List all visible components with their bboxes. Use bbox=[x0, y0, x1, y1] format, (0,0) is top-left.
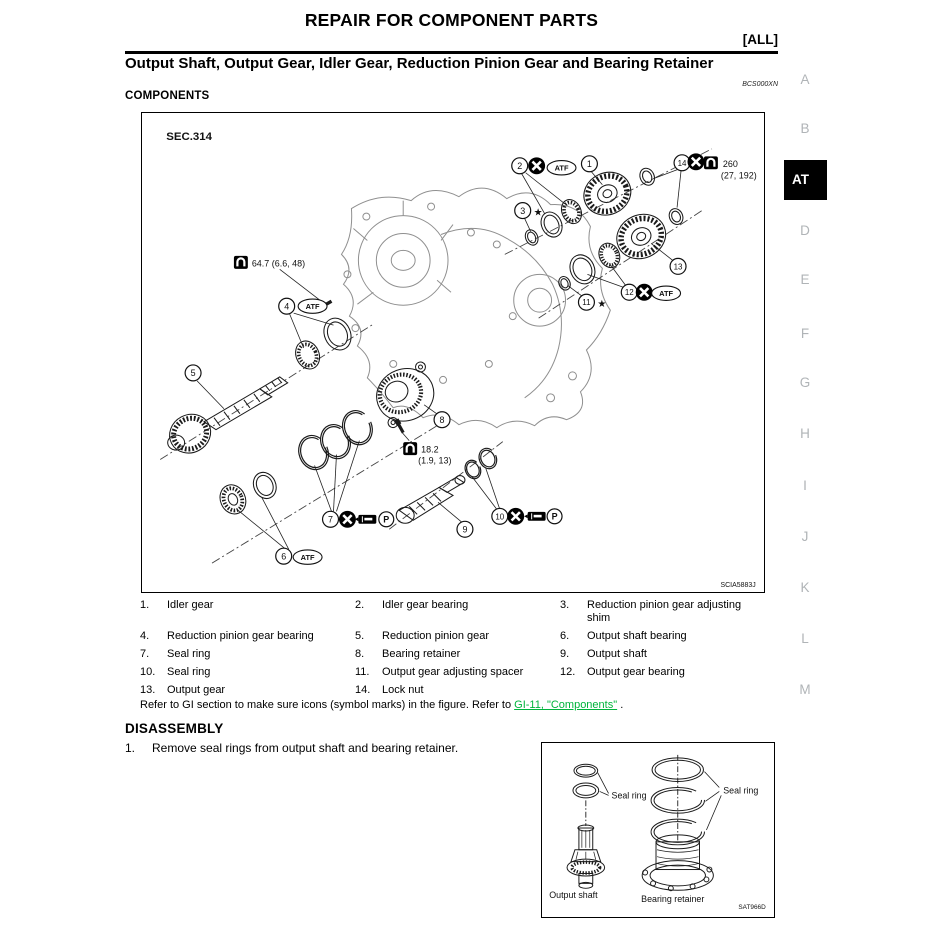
seal-ring-removal-diagram bbox=[542, 743, 772, 915]
svg-text:ATF: ATF bbox=[300, 552, 315, 562]
svg-text:9: 9 bbox=[462, 524, 468, 535]
svg-text:3: 3 bbox=[520, 205, 526, 216]
part-label: Bearing retainer bbox=[382, 648, 461, 660]
side-tab-l[interactable]: L bbox=[801, 631, 809, 646]
part-number: 12. bbox=[560, 666, 576, 678]
output-shaft-small-drawing bbox=[567, 764, 605, 888]
side-tab-f[interactable]: F bbox=[800, 326, 810, 341]
callout-4 bbox=[279, 298, 295, 314]
part-item bbox=[140, 666, 355, 679]
side-tab-i[interactable]: I bbox=[803, 478, 807, 493]
disassembly-step bbox=[125, 741, 458, 755]
callout-7 bbox=[323, 511, 339, 527]
star-mark-11: ★ bbox=[597, 299, 607, 311]
callout-1 bbox=[581, 156, 597, 172]
part-item bbox=[560, 666, 788, 679]
callout-12 bbox=[621, 284, 637, 300]
part-number: 10. bbox=[140, 666, 156, 678]
replace-icon bbox=[507, 508, 524, 525]
part-item bbox=[560, 599, 788, 625]
svg-text:P: P bbox=[551, 511, 558, 522]
svg-text:P: P bbox=[383, 514, 390, 525]
torque-value-18b: (1.9, 13) bbox=[418, 455, 452, 466]
part-item bbox=[355, 648, 560, 661]
part-number: 9. bbox=[560, 648, 570, 660]
note-text-before: Refer to GI section to make sure icons (symbol marks) in the figure. Refer to bbox=[140, 699, 515, 711]
step-text: Remove seal rings from output shaft and bearing retainer. bbox=[152, 741, 459, 755]
part-item bbox=[140, 684, 355, 697]
scope-badge: [ALL] bbox=[742, 32, 778, 47]
side-tab-k[interactable]: K bbox=[800, 580, 810, 595]
torque-value-18: 18.2 bbox=[421, 444, 439, 455]
part-number: 8. bbox=[355, 648, 365, 660]
side-tab-d[interactable]: D bbox=[800, 223, 810, 238]
disassembly-heading: DISASSEMBLY bbox=[125, 721, 224, 736]
part-item bbox=[560, 648, 788, 661]
atf-symbol bbox=[547, 161, 576, 175]
part-label: Output gear adjusting spacer bbox=[382, 666, 524, 678]
doc-code: BCS000XN bbox=[742, 81, 778, 88]
torque-wrench-icon bbox=[403, 442, 417, 455]
callout-3 bbox=[515, 203, 531, 219]
atf-symbol bbox=[293, 550, 322, 564]
bearing-retainer-drawing bbox=[369, 361, 441, 430]
callout-2 bbox=[512, 158, 528, 174]
part-number: 3. bbox=[560, 599, 570, 611]
part-item bbox=[355, 684, 560, 697]
reduction-pinion-bearing-drawing bbox=[291, 314, 356, 373]
figure-code: SCIA5883J bbox=[720, 582, 756, 590]
part-number: 6. bbox=[560, 630, 570, 642]
replace-icon bbox=[688, 153, 705, 170]
note-text-after: . bbox=[617, 699, 624, 711]
part-label: Output shaft bearing bbox=[587, 630, 687, 642]
petroleum-jelly-symbol bbox=[547, 509, 562, 524]
svg-text:2: 2 bbox=[517, 160, 523, 171]
part-number: 4. bbox=[140, 630, 150, 642]
side-tab-g[interactable]: G bbox=[799, 375, 811, 390]
part-label: Output shaft bbox=[587, 648, 647, 660]
part-number: 11. bbox=[355, 666, 370, 678]
side-tab-b[interactable]: B bbox=[800, 121, 810, 136]
section-title: Output Shaft, Output Gear, Idler Gear, Reduction Pinion Gear and Bearing Retainer bbox=[125, 55, 714, 72]
part-item bbox=[560, 630, 788, 643]
svg-text:5: 5 bbox=[190, 368, 196, 379]
part-item bbox=[355, 666, 560, 679]
callout-6 bbox=[276, 548, 292, 564]
atf-symbol bbox=[652, 286, 681, 300]
seal-ring-label-left: Seal ring bbox=[611, 790, 647, 801]
gi-components-link[interactable]: GI-11, "Components" bbox=[514, 699, 618, 711]
side-tab-at-active[interactable]: AT bbox=[784, 160, 827, 200]
side-tab-e[interactable]: E bbox=[800, 272, 810, 287]
star-mark-3: ★ bbox=[533, 207, 543, 219]
torque-wrench-icon bbox=[704, 156, 718, 169]
petroleum-jelly-symbol bbox=[379, 512, 394, 527]
side-tab-a[interactable]: A bbox=[800, 72, 810, 87]
part-number: 14. bbox=[355, 684, 371, 696]
output-shaft-label: Output shaft bbox=[549, 890, 598, 901]
callout-11 bbox=[578, 294, 594, 310]
side-tab-h[interactable]: H bbox=[800, 426, 810, 441]
components-heading: COMPONENTS bbox=[125, 90, 210, 102]
replace-icon bbox=[636, 284, 653, 301]
svg-text:ATF: ATF bbox=[305, 301, 320, 311]
part-label: Idler gear bbox=[167, 599, 214, 611]
svg-text:1: 1 bbox=[586, 158, 592, 169]
figure-code-2: SAT966D bbox=[738, 904, 766, 912]
part-label: Lock nut bbox=[382, 684, 424, 696]
disassembly-figure bbox=[541, 742, 775, 918]
sec-label: SEC.314 bbox=[166, 130, 212, 143]
replace-icon bbox=[528, 157, 545, 174]
callout-leader-lines bbox=[197, 170, 681, 549]
components-exploded-diagram bbox=[142, 113, 762, 590]
seal-rings-drawing bbox=[294, 406, 378, 474]
replace-icon bbox=[339, 511, 356, 528]
part-label: Output gear bbox=[167, 684, 226, 696]
part-label: Seal ring bbox=[167, 666, 211, 678]
step-number: 1. bbox=[125, 741, 136, 755]
part-number: 13. bbox=[140, 684, 156, 696]
svg-text:8: 8 bbox=[439, 414, 445, 425]
reduction-pinion-gear-drawing bbox=[163, 377, 288, 460]
part-label: Output gear bearing bbox=[587, 666, 685, 678]
parts-list bbox=[140, 599, 788, 697]
atf-symbol bbox=[298, 299, 327, 313]
torque-value-64: 64.7 (6.6, 48) bbox=[251, 258, 306, 269]
output-shaft-seal-rings-drawing bbox=[462, 446, 500, 482]
svg-text:13: 13 bbox=[673, 262, 683, 272]
side-tab-j[interactable]: J bbox=[801, 529, 809, 544]
part-number: 1. bbox=[140, 599, 150, 611]
seal-ring-leader-left bbox=[598, 773, 609, 796]
svg-text:ATF: ATF bbox=[554, 163, 569, 173]
part-item bbox=[140, 599, 355, 625]
header-rule bbox=[125, 51, 778, 54]
assembly-axis-lines bbox=[160, 149, 712, 563]
torque-wrench-icon bbox=[234, 256, 248, 269]
svg-text:14: 14 bbox=[677, 158, 687, 168]
part-label: Idler gear bearing bbox=[382, 599, 469, 611]
bearing-retainer-small-drawing bbox=[642, 755, 713, 891]
callout-10 bbox=[492, 508, 508, 524]
part-number: 5. bbox=[355, 630, 365, 642]
svg-text:10: 10 bbox=[495, 512, 505, 522]
svg-text:6: 6 bbox=[281, 551, 287, 562]
output-shaft-bearing-drawing bbox=[215, 469, 280, 518]
lubricant-tube-icon bbox=[355, 515, 376, 524]
callout-8 bbox=[434, 412, 450, 428]
part-number: 7. bbox=[140, 648, 150, 660]
callout-13 bbox=[670, 258, 686, 274]
part-item bbox=[355, 630, 560, 643]
svg-text:12: 12 bbox=[624, 288, 634, 298]
part-label: Reduction pinion gear bearing bbox=[167, 630, 314, 642]
reference-note bbox=[140, 699, 623, 711]
bearing-retainer-label: Bearing retainer bbox=[641, 894, 705, 905]
svg-text:4: 4 bbox=[284, 301, 290, 312]
components-figure bbox=[141, 112, 765, 593]
side-tab-m[interactable]: M bbox=[799, 682, 811, 697]
part-item bbox=[355, 599, 560, 625]
part-item bbox=[140, 630, 355, 643]
seal-ring-leader-right bbox=[704, 772, 721, 830]
callout-markers bbox=[185, 155, 690, 564]
svg-text:ATF: ATF bbox=[659, 289, 674, 299]
part-label: Reduction pinion gear bbox=[382, 630, 490, 642]
part-number: 2. bbox=[355, 599, 365, 611]
seal-ring-label-right: Seal ring bbox=[723, 785, 759, 796]
part-label: Seal ring bbox=[167, 648, 211, 660]
svg-text:11: 11 bbox=[582, 298, 591, 308]
lubricant-tube-icon bbox=[524, 512, 545, 521]
part-label: Reduction pinion gear adjusting shim bbox=[587, 599, 742, 624]
page-title: REPAIR FOR COMPONENT PARTS bbox=[304, 10, 599, 30]
part-item bbox=[140, 648, 355, 661]
svg-text:7: 7 bbox=[328, 514, 334, 525]
torque-value-260b: (27, 192) bbox=[720, 170, 757, 181]
callout-9 bbox=[457, 521, 473, 537]
callout-5 bbox=[185, 365, 201, 381]
torque-value-260: 260 bbox=[722, 158, 738, 169]
